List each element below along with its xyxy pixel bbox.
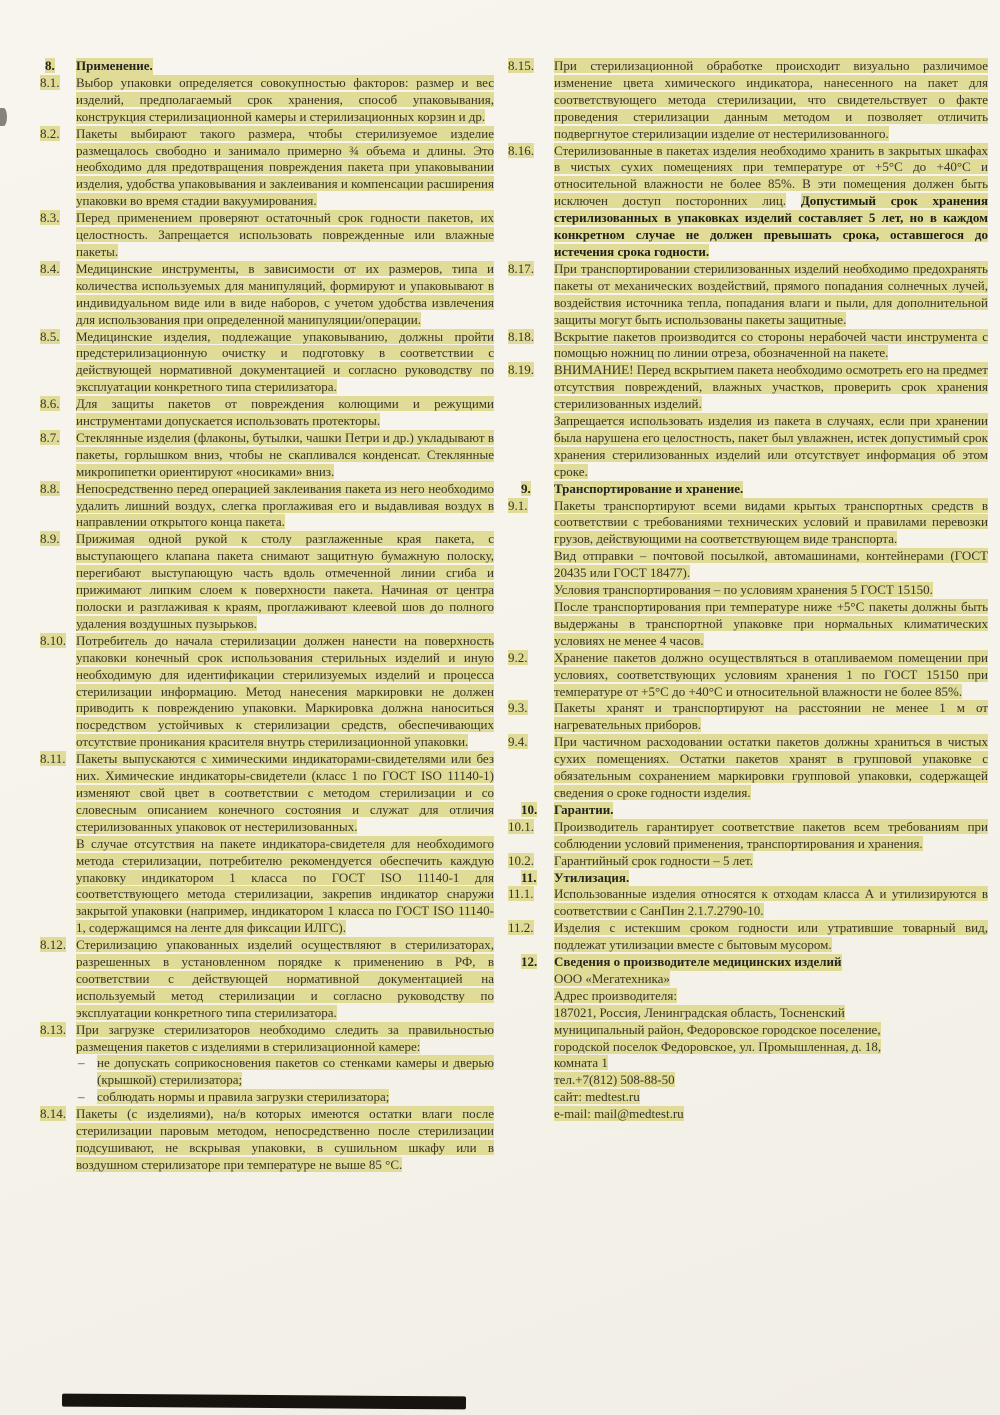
item-text <box>554 819 988 853</box>
item-text <box>554 58 988 143</box>
scan-artifact-bar <box>62 1394 466 1410</box>
text-segment: Производитель гарантирует соответствие пакетов всем требованиям при соблюдении условий применения, транспортирования и хранения. <box>554 818 988 851</box>
dash-list-item <box>76 1055 494 1089</box>
item-number <box>40 1022 76 1039</box>
item-number-text: 8.11. <box>40 751 66 767</box>
dash-item-text <box>97 1055 494 1089</box>
item-number-text: 8.19. <box>508 362 534 378</box>
text-segment: сайт: medtest.ru <box>554 1089 640 1105</box>
item-number <box>508 700 554 717</box>
numbered-item <box>508 362 988 413</box>
item-number-text: 9.2. <box>508 649 528 665</box>
item-text <box>554 143 988 261</box>
text-segment: Пакеты выбирают такого размера, чтобы стерилизуемое изделие размещалось свободно и занимало примерно ¾ объема и длины. Это необходимо для предотвращения повреждения пакета при упаковывании изделия, удобства упаковывания и заклеивания и компенсации расширения упаковки во время стадии вакуумирования. <box>76 125 494 209</box>
item-number <box>508 58 554 75</box>
item-number <box>508 734 554 751</box>
text-segment: Непосредственно перед операцией заклеивания пакета из него необходимо удалить лишний воздух, слегка проглаживая его и выдавливая воздух в направлении открытого конца пакета. <box>76 480 494 530</box>
item-number <box>40 430 76 447</box>
item-number <box>40 396 76 413</box>
item-text <box>76 430 494 481</box>
numbered-item <box>40 751 494 836</box>
scan-artifact-smudge <box>0 108 7 126</box>
section-heading <box>508 802 988 819</box>
item-number-text: 10.2. <box>508 852 534 868</box>
section-heading <box>508 481 988 498</box>
item-number-text: 9.1. <box>508 497 528 513</box>
item-number <box>508 853 554 870</box>
item-number-text: 8.3. <box>40 210 60 226</box>
text-segment: После транспортирования при температуре ниже +5°С пакеты должны быть выдержаны в транспортной упаковке при нормальных климатических условиях не менее 4 часов. <box>554 599 988 648</box>
text-segment: Прижимая одной рукой к столу разглаженные края пакета, с выступающего клапана пакета снимают защитную бумажную полоску, перегибают выступающую часть вдоль отмеченной линии сгиба и прижимают липким слоем к поверхности пакета. Начиная от центра полоски и разглаживая к краям, проглаживают клеевой шов до полного удаления воздушных пузырьков. <box>76 531 494 631</box>
text-segment: не допускать соприкосновения пакетов со стенками камеры и дверью (крышкой) стерилизатора; <box>97 1055 494 1088</box>
numbered-item <box>40 75 494 126</box>
right-column <box>508 58 988 1123</box>
numbered-item <box>508 819 988 853</box>
item-number-text: 10.1. <box>508 818 534 834</box>
item-number-text: 8.12. <box>40 937 66 953</box>
text-segment: Адрес производителя: <box>554 987 677 1003</box>
text-segment: Пакеты хранят и транспортируют на расстоянии не менее 1 м от нагревательных приборов. <box>554 700 988 733</box>
text-segment: Пакеты (с изделиями), на/в которых имеются остатки влаги после стерилизации паровым методом, непосредственно после стерилизации подсушивают, не вскрывая упаковки, в сушильном шкафу или в воздушном стерилизаторе при температуре не выше 85 °С. <box>76 1106 494 1172</box>
text-segment: соблюдать нормы и правила загрузки стерилизатора; <box>97 1089 390 1105</box>
text-segment: Пакеты выпускаются с химическими индикаторами-свидетелями или без них. Химические индикаторы-свидетели (класс 1 по ГОСТ ISO 11140-1) изменяют свой цвет в соответствии с методом стерилизации и со словесным описанием конечного состояния и служат для отличия стерилизованных упаковок от нестерилизованных. <box>76 751 494 834</box>
text-segment: Изделия с истекшим сроком годности или утратившие товарный вид, подлежат утилизации вместе с бытовым мусором. <box>554 920 988 953</box>
manufacturer-info-line <box>554 1055 988 1072</box>
item-text <box>554 853 988 870</box>
numbered-item <box>508 143 988 261</box>
text-segment: 187021, Россия, Ленинградская область, Тосненский <box>554 1004 845 1020</box>
text-segment: комната 1 <box>554 1055 608 1071</box>
numbered-item <box>508 58 988 143</box>
item-text <box>554 362 988 413</box>
numbered-item <box>40 261 494 329</box>
text-segment: ВНИМАНИЕ! Перед вскрытием пакета необходимо осмотреть его на предмет отсутствия повреждений, влажных участков, проверить срок хранения стерилизованных изделий. <box>554 362 988 412</box>
item-text <box>76 633 494 751</box>
item-number <box>40 329 76 346</box>
text-segment: Стеклянные изделия (флаконы, бутылки, чашки Петри и др.) укладывают в пакеты, горлышком вниз, чтобы не скапливался конденсат. Стеклянные микропипетки ориентируют «носиками» вниз. <box>76 429 494 479</box>
item-number <box>40 210 76 227</box>
continuation-paragraph <box>554 599 988 650</box>
item-number <box>508 143 554 160</box>
numbered-item <box>508 734 988 802</box>
item-number <box>40 1106 76 1123</box>
manufacturer-info-line <box>554 1089 988 1106</box>
item-text <box>76 126 494 211</box>
dash-marker: – <box>78 1089 85 1105</box>
manufacturer-info-line <box>554 1005 988 1022</box>
numbered-item <box>40 396 494 430</box>
text-segment: При частичном расходовании остатки пакетов должны храниться в чистых сухих помещениях. Остатки пакетов хранят в групповой упаковке с обязательным сохранением маркировки групповой упаковки, содержащей сведения о сроке годности изделия. <box>554 734 988 800</box>
manufacturer-info-line <box>554 988 988 1005</box>
item-number-text: 8.10. <box>40 632 66 648</box>
numbered-item <box>40 329 494 397</box>
text-segment: e-mail: mail@medtest.ru <box>554 1106 684 1122</box>
item-text <box>76 1106 494 1174</box>
numbered-item <box>40 531 494 632</box>
item-number-text: 8.6. <box>40 396 60 412</box>
item-text <box>76 75 494 126</box>
section-title: Сведения о производителе медицинских изделий <box>554 954 842 970</box>
numbered-item <box>40 126 494 211</box>
item-text <box>76 937 494 1022</box>
item-text <box>554 886 988 920</box>
item-number-text: 8.9. <box>40 531 60 547</box>
item-number-text: 8.4. <box>40 260 60 276</box>
item-number <box>40 261 76 278</box>
continuation-paragraph <box>554 413 988 481</box>
item-number <box>40 751 76 768</box>
text-segment: Для защиты пакетов от повреждения колющими и режущими инструментами допускается использовать протекторы. <box>76 396 494 429</box>
text-segment: Вид отправки – почтовой посылкой, автомашинами, контейнерами (ГОСТ 20435 или ГОСТ 18477). <box>554 548 988 581</box>
item-text <box>76 261 494 329</box>
section-number <box>508 870 554 887</box>
item-number <box>40 481 76 498</box>
item-text <box>554 700 988 734</box>
numbered-item <box>40 633 494 751</box>
item-number <box>508 819 554 836</box>
item-number <box>40 531 76 548</box>
item-text <box>76 481 494 532</box>
numbered-item <box>508 853 988 870</box>
section-heading <box>508 954 988 971</box>
item-number <box>508 362 554 379</box>
numbered-item <box>508 920 988 954</box>
item-text <box>554 329 988 363</box>
left-column <box>40 58 494 1174</box>
text-segment: При транспортировании стерилизованных изделий необходимо предохранять пакеты от механических воздействий, прямого попадания солнечных лучей, воздействия источника тепла, попадания влаги и пыли, для дополнительной защиты могут быть использованы пакеты защитные. <box>554 260 988 327</box>
numbered-item <box>508 329 988 363</box>
section-number <box>40 58 76 75</box>
text-segment: Выбор упаковки определяется совокупностью факторов: размер и вес изделий, предполагаемый срок хранения, способ упаковывания, конструкция стерилизационной камеры и стерилизационных корзин и др. <box>76 74 494 124</box>
manufacturer-info-line <box>554 1106 988 1123</box>
numbered-item <box>40 1022 494 1056</box>
item-text <box>76 210 494 261</box>
item-number-text: 8.8. <box>40 480 60 496</box>
text-segment: В случае отсутствия на пакете индикатора-свидетеля для необходимого метода стерилизации, потребителю рекомендуется обеспечить каждую упаковку индикатором 1 класса по ГОСТ ISO 11140-1 для соответствующего метода стерилизации, закрепив индикатор снаружи закрытой упаковки (например, индикатором 1 класса по ГОСТ ISO 11140-1, содержащимся на ленте для фиксации ИЛГС). <box>76 835 494 936</box>
item-number <box>508 920 554 937</box>
bold-text-segment: Допустимый срок хранения стерилизованных в упаковках изделий составляет 5 лет, но в каждом конкретном случае не должен превышать срока, оставшегося до истечения срока годности. <box>554 193 988 259</box>
text-segment: Медицинские изделия, подлежащие упаковыванию, должны пройти предстерилизационную очистку и подготовку в соответствии с действующей нормативной документацией и согласно руководству по эксплуатации конкретного типа стерилизатора. <box>76 328 494 395</box>
item-text <box>554 734 988 802</box>
text-segment: муниципальный район, Федоровское городское поселение, <box>554 1021 881 1037</box>
section-heading <box>508 870 988 887</box>
item-number-text: 8.13. <box>40 1021 66 1037</box>
item-number <box>40 75 76 92</box>
text-segment: Гарантийный срок годности – 5 лет. <box>554 852 753 868</box>
text-segment: Стерилизованные в пакетах изделия необходимо хранить в закрытых шкафах в чистых сухих помещениях при температуре от +5°С до +40°С и относительной влажности не более 85%. В эти помещения должен быть исключен доступ посторонних лиц. <box>554 142 988 209</box>
text-segment: Перед применением проверяют остаточный срок годности пакетов, их целостность. Запрещается использовать поврежденные или влажные пакеты. <box>76 210 494 259</box>
text-segment: Хранение пакетов должно осуществляться в отапливаемом помещении при условиях, соответствующих условиям хранения 1 по ГОСТ 15150 при температуре от +5°С до +40°С и относительной влажности не более 85%. <box>554 649 988 699</box>
manufacturer-info-line <box>554 1039 988 1056</box>
item-number-text: 8.1. <box>40 74 60 90</box>
section-heading <box>40 58 494 75</box>
manufacturer-info-line <box>554 1022 988 1039</box>
section-title: Транспортирование и хранение. <box>554 480 744 496</box>
section-number-text: 12. <box>521 954 538 970</box>
item-number <box>508 329 554 346</box>
item-number <box>40 126 76 143</box>
item-number <box>40 633 76 650</box>
item-text <box>554 498 988 549</box>
item-number-text: 8.2. <box>40 125 60 141</box>
continuation-paragraph <box>76 836 494 937</box>
section-number <box>508 954 554 971</box>
text-segment: ООО «Мегатехника» <box>554 970 670 986</box>
numbered-item <box>40 430 494 481</box>
item-number-text: 9.3. <box>508 700 528 716</box>
item-number-text: 8.14. <box>40 1106 66 1122</box>
text-segment: При загрузке стерилизаторов необходимо следить за правильностью размещения пакетов с изделиями в стерилизационной камере: <box>76 1021 494 1054</box>
item-number-text: 8.5. <box>40 328 60 344</box>
text-segment: Медицинские инструменты, в зависимости от их размеров, типа и количества используемых для манипуляций, формируют и упаковывают в индивидуальном виде или в виде наборов, с учетом удобства извлечения для использования при определенной манипуляции/операции. <box>76 260 494 327</box>
dash-list-item <box>76 1089 494 1106</box>
section-number <box>508 481 554 498</box>
item-number <box>40 937 76 954</box>
item-number-text: 8.15. <box>508 58 534 73</box>
numbered-item <box>508 261 988 329</box>
text-segment: Пакеты транспортируют всеми видами крытых транспортных средств в соответствии с требованиями технических условий и правилами перевозки грузов, действующими на соответствующем виде транспорта. <box>554 497 988 547</box>
item-text <box>76 1022 494 1056</box>
numbered-item <box>40 937 494 1022</box>
numbered-item <box>40 481 494 532</box>
item-number-text: 8.17. <box>508 260 534 276</box>
numbered-item <box>508 700 988 734</box>
item-text <box>76 531 494 632</box>
item-text <box>76 751 494 836</box>
text-segment: городской поселок Федоровское, ул. Промышленная, д. 18, <box>554 1038 882 1054</box>
item-text <box>554 920 988 954</box>
text-segment: При стерилизационной обработке происходит визуально различимое изменение цвета химического индикатора, нанесенного на пакет для соответствующего метода стерилизации, что свидетельствует о факте проведения стерилизации данным методом и позволяет отличить подвергнутое стерилизации изделие от нестерилизованного. <box>554 58 988 141</box>
section-number-text: 11. <box>521 869 537 885</box>
manufacturer-info-line <box>554 971 988 988</box>
item-number-text: 9.4. <box>508 734 528 750</box>
section-title: Применение. <box>76 58 153 73</box>
text-segment: Стерилизацию упакованных изделий осуществляют в стерилизаторах, разрешенных в установленном порядке к применению в РФ, в соответствии с действующей нормативной документацией на используемый метод стерилизации и согласно руководству по эксплуатации конкретного типа стерилизатора. <box>76 937 494 1020</box>
text-segment: Условия транспортирования – по условиям хранения 5 ГОСТ 15150. <box>554 582 933 598</box>
numbered-item <box>40 210 494 261</box>
section-number-text: 9. <box>521 480 531 496</box>
text-segment: Запрещается использовать изделия из пакета в случаях, если при хранении была нарушена его целостность, пакет был увлажнен, истек допустимый срок хранения стерилизованных изделий или отсутствует информация об этом сроке. <box>554 413 988 479</box>
item-number-text: 8.18. <box>508 328 534 344</box>
item-number <box>508 886 554 903</box>
section-number <box>508 802 554 819</box>
item-text <box>554 650 988 701</box>
dash-marker: – <box>78 1055 85 1071</box>
section-title: Утилизация. <box>554 869 630 885</box>
dash-item-text <box>97 1089 494 1106</box>
numbered-item <box>40 1106 494 1174</box>
numbered-item <box>508 650 988 701</box>
text-segment: тел.+7(812) 508-88-50 <box>554 1072 675 1088</box>
item-text <box>76 396 494 430</box>
numbered-item <box>508 498 988 549</box>
section-title: Гарантии. <box>554 801 614 817</box>
item-number-text: 11.1. <box>508 886 534 902</box>
item-number-text: 8.16. <box>508 142 534 158</box>
item-number-text: 11.2. <box>508 920 534 936</box>
item-number <box>508 650 554 667</box>
numbered-item <box>508 886 988 920</box>
item-text <box>554 261 988 329</box>
text-segment: Использованные изделия относятся к отходам класса А и утилизируются в соответствии с СанПин 2.1.7.2790-10. <box>554 886 988 919</box>
item-number <box>508 498 554 515</box>
text-segment: Вскрытие пакетов производится со стороны нерабочей части инструмента с помощью ножниц по линии отреза, обозначенной на пакете. <box>554 328 988 361</box>
manufacturer-info-line <box>554 1072 988 1089</box>
continuation-paragraph <box>554 582 988 599</box>
section-number-text: 8. <box>45 58 55 73</box>
item-number-text: 8.7. <box>40 429 60 445</box>
section-number-text: 10. <box>521 801 538 817</box>
continuation-paragraph <box>554 548 988 582</box>
text-segment: Потребитель до начала стерилизации должен нанести на поверхность упаковки конечный срок использования стерильных изделий и иную необходимую для идентификации стерилизуемых изделий и процесса стерилизации информацию. Метод нанесения маркировки не должен приводить к повреждению упаковки. Маркировка должна наноситься посредством устойчивых к стерилизации средств, обеспечивающих отсутствие проникания красителя внутрь стерилизационной упаковки. <box>76 632 494 750</box>
item-text <box>76 329 494 397</box>
item-number <box>508 261 554 278</box>
